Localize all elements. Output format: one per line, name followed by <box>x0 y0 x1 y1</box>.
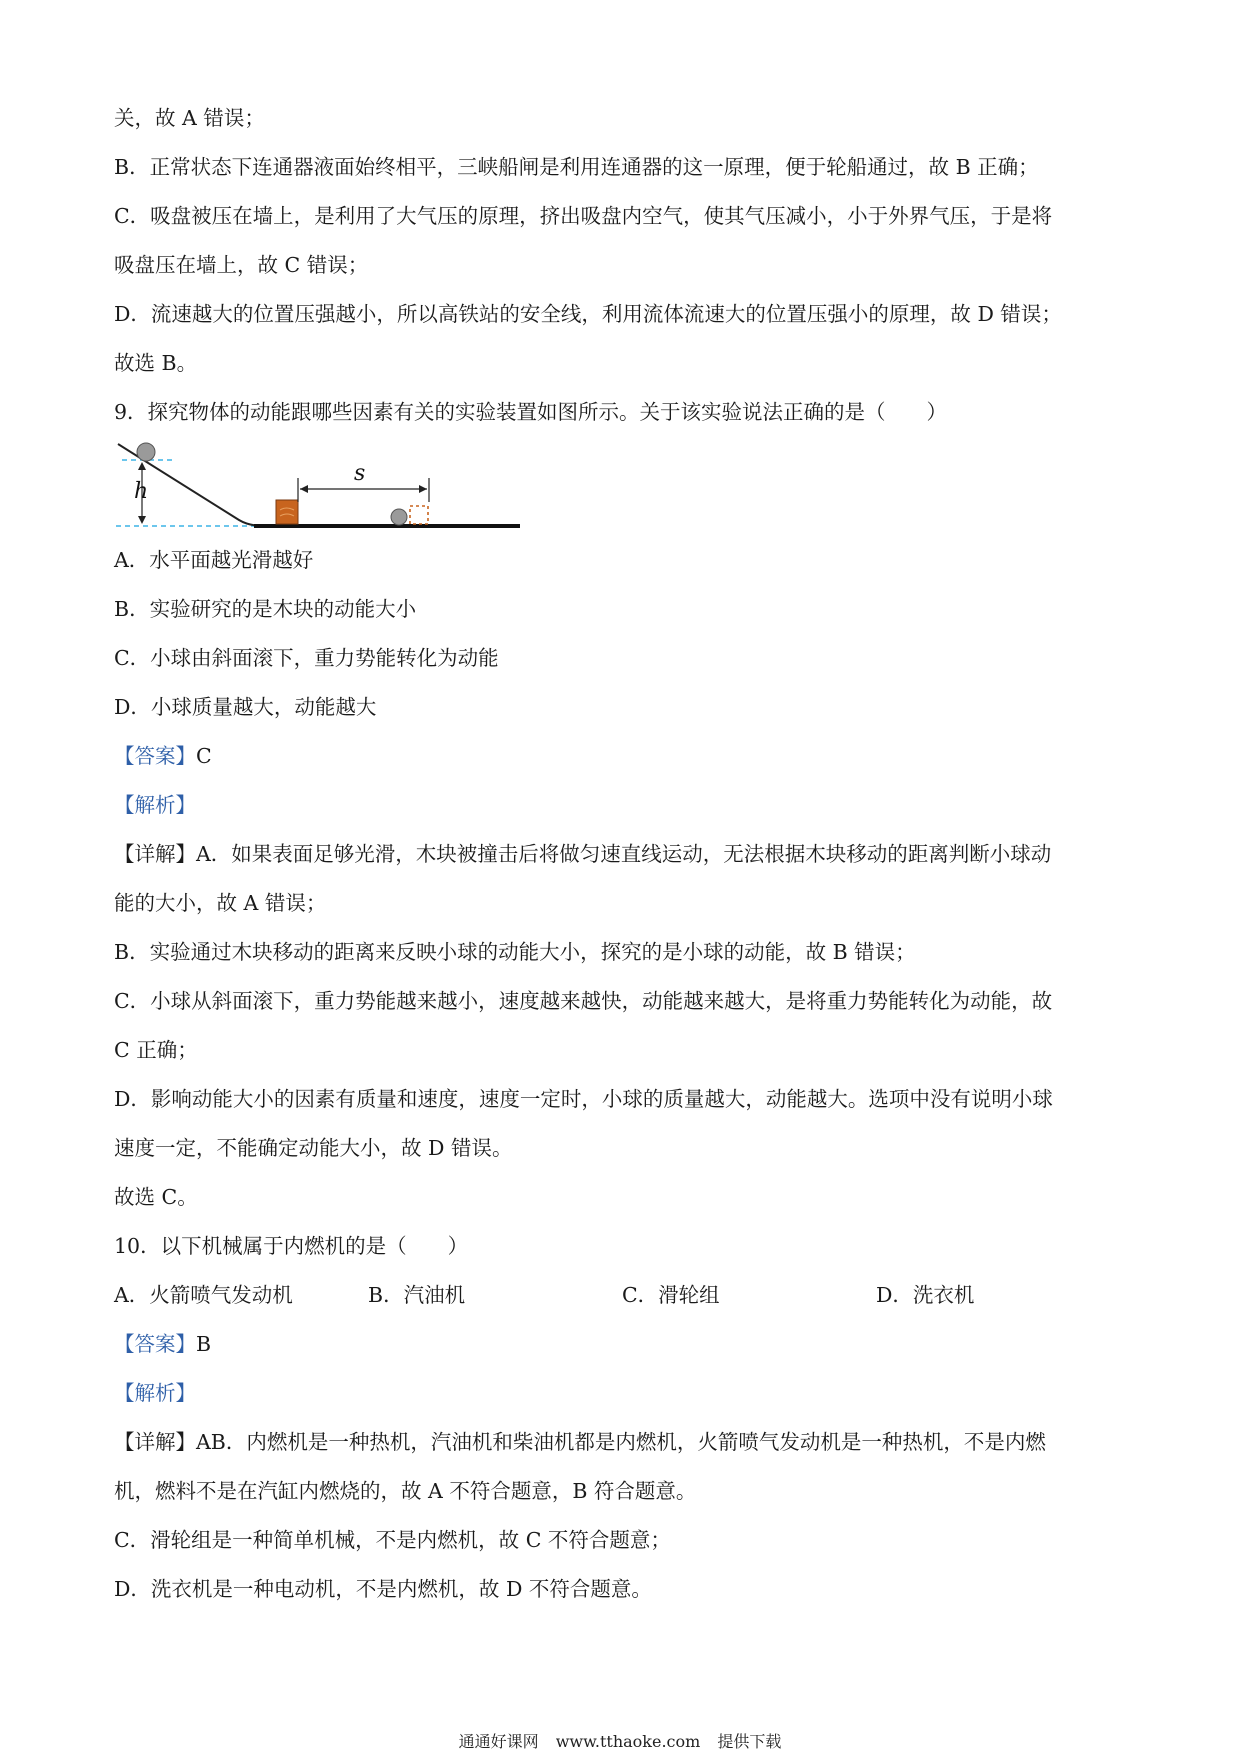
detail-tag: 【详解】 <box>114 842 196 866</box>
option-d: D．小球质量越大，动能越大 <box>114 695 377 719</box>
analysis-tag: 【解析】 <box>114 1381 196 1405</box>
analysis-tag: 【解析】 <box>114 793 196 817</box>
footer-site-name: 通通好课网 <box>458 1732 539 1751</box>
detail-line: C 正确； <box>114 1038 198 1062</box>
block-final-position <box>410 506 428 524</box>
text-line: 故选 B。 <box>114 351 198 375</box>
detail-line: 机，燃料不是在汽缸内燃烧的，故 A 不符合题意，B 符合题意。 <box>114 1479 697 1503</box>
option-b: B．实验研究的是木块的动能大小 <box>114 597 417 621</box>
option-c: C．小球由斜面滚下，重力势能转化为动能 <box>114 646 499 670</box>
footer-suffix: 提供下载 <box>717 1732 782 1751</box>
option-b: B．汽油机 <box>368 1283 466 1307</box>
option-a: A．水平面越光滑越好 <box>114 548 314 572</box>
detail-line: B．实验通过木块移动的距离来反映小球的动能大小，探究的是小球的动能，故 B 错误； <box>114 940 916 964</box>
page-footer <box>0 1732 1240 1752</box>
answer-row <box>114 742 212 770</box>
detail-line: C．小球从斜面滚下，重力势能越来越小，速度越来越快，动能越来越大，是将重力势能转化为动能，故 <box>114 989 1053 1013</box>
text-line: 关，故 A 错误； <box>114 106 265 130</box>
wooden-block <box>276 500 298 524</box>
option-d: D．洗衣机 <box>876 1283 975 1307</box>
experiment-figure <box>114 438 534 536</box>
answer-value: C <box>196 744 212 768</box>
question-stem: 10．以下机械属于内燃机的是（ ） <box>114 1234 469 1258</box>
text-line: 吸盘压在墙上，故 C 错误； <box>114 253 369 277</box>
detail-line: 速度一定，不能确定动能大小，故 D 错误。 <box>114 1136 513 1160</box>
detail-line: C．滑轮组是一种简单机械，不是内燃机，故 C 不符合题意； <box>114 1528 671 1552</box>
detail-line: D．影响动能大小的因素有质量和速度，速度一定时，小球的质量越大，动能越大。选项中没有说明小球 <box>114 1087 1053 1111</box>
detail-tag: 【详解】 <box>114 1430 196 1454</box>
answer-row <box>114 1330 211 1358</box>
detail-line: 故选 C。 <box>114 1185 198 1209</box>
option-c: C．滑轮组 <box>622 1283 720 1307</box>
detail-row <box>114 840 1051 868</box>
footer-url[interactable]: www.tthaoke.com <box>555 1732 701 1751</box>
answer-tag: 【答案】 <box>114 1332 196 1356</box>
text-line: D．流速越大的位置压强越小，所以高铁站的安全线，利用流体流速大的位置压强小的原理，故 D 错误； <box>114 302 1062 326</box>
text-line: C．吸盘被压在墙上，是利用了大气压的原理，挤出吸盘内空气，使其气压减小，小于外界气压，于是将 <box>114 204 1053 228</box>
question-stem: 9．探究物体的动能跟哪些因素有关的实验装置如图所示。关于该实验说法正确的是（ ） <box>114 400 948 424</box>
height-label: h <box>134 479 149 504</box>
detail-line: 能的大小，故 A 错误； <box>114 891 327 915</box>
text-line: B．正常状态下连通器液面始终相平，三峡船闸是利用连通器的这一原理，便于轮船通过，故 B 正确； <box>114 155 1039 179</box>
answer-tag: 【答案】 <box>114 744 196 768</box>
ball-on-ramp <box>137 443 155 461</box>
option-a: A．火箭喷气发动机 <box>114 1283 293 1307</box>
detail-text: A．如果表面足够光滑，木块被撞击后将做匀速直线运动，无法根据木块移动的距离判断小球动 <box>196 842 1052 866</box>
detail-line: D．洗衣机是一种电动机，不是内燃机，故 D 不符合题意。 <box>114 1577 652 1601</box>
ball-at-bottom <box>391 509 407 525</box>
detail-text: AB．内燃机是一种热机，汽油机和柴油机都是内燃机，火箭喷气发动机是一种热机，不是内燃 <box>196 1430 1046 1454</box>
answer-value: B <box>196 1332 212 1356</box>
detail-row <box>114 1428 1046 1456</box>
distance-label: s <box>354 461 366 486</box>
